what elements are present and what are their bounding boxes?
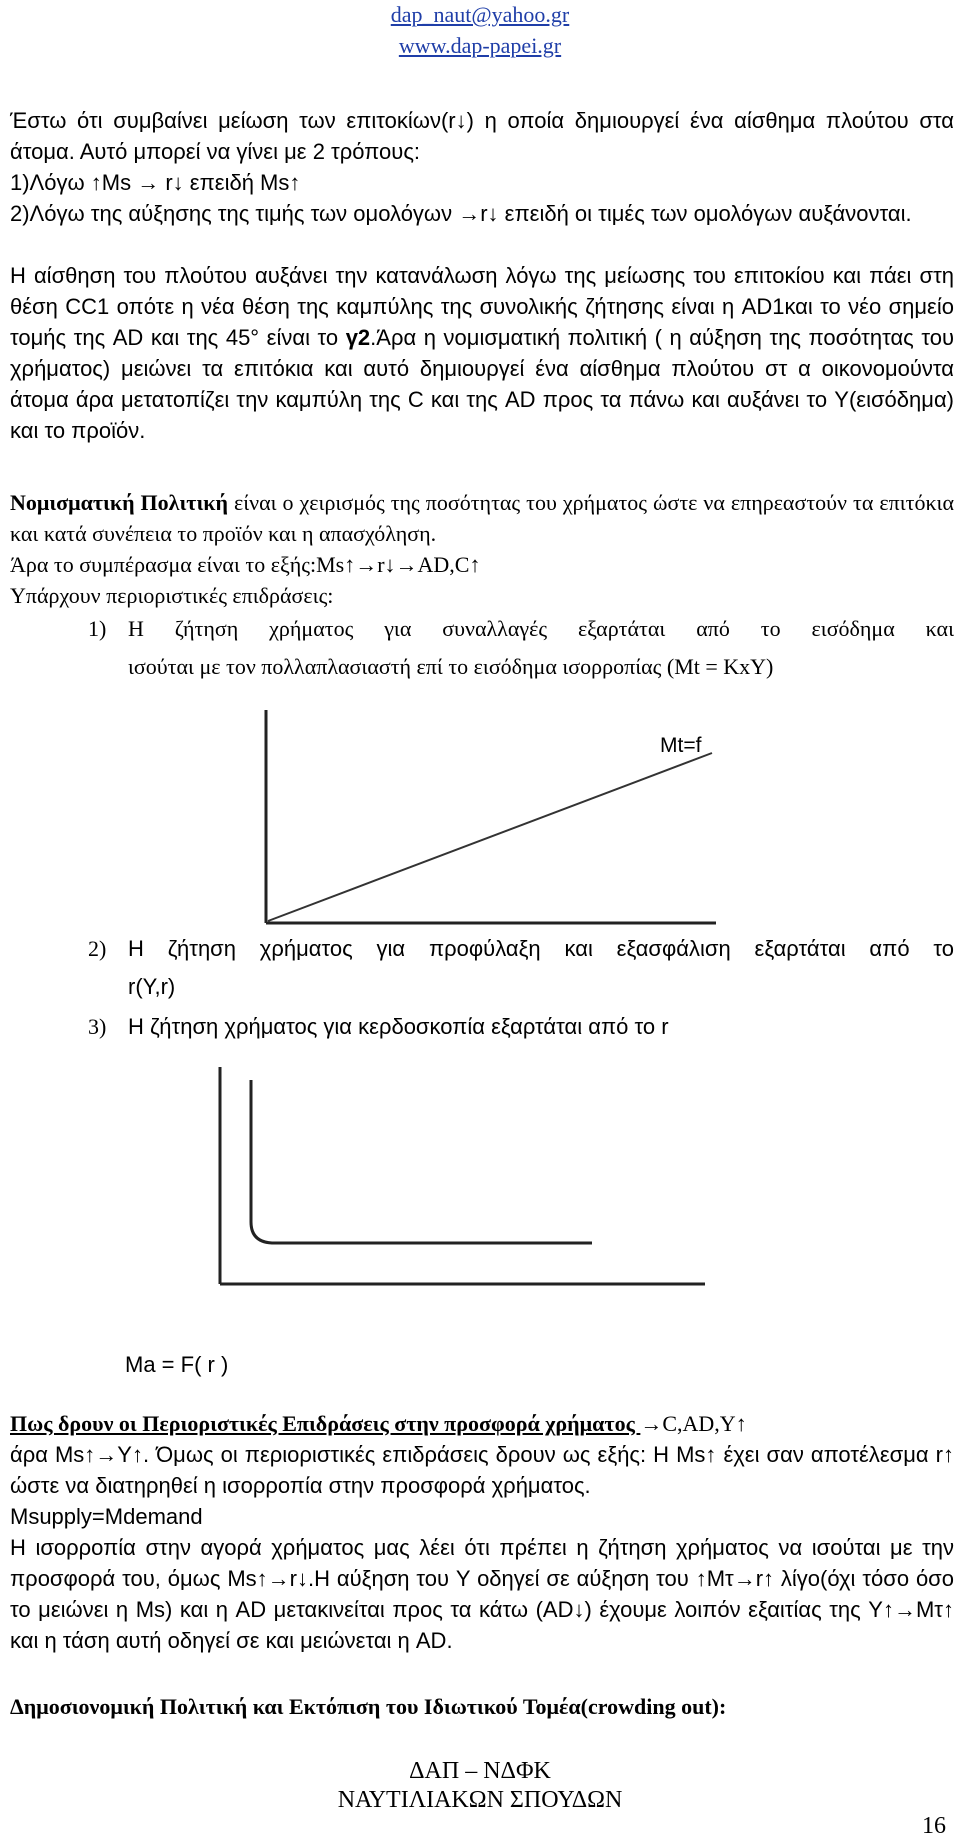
- intro-way-1: 1)Λόγω ↑Ms → r↓ επειδή Ms↑: [10, 170, 301, 195]
- intro-way-2: 2)Λόγω της αύξησης της τιμής των ομολόγων →r↓ επειδή οι τιμές των ομολόγων αυξάνονται.: [10, 201, 912, 226]
- list-item-1-line-2: ισούται με τον πολλαπλασιαστή επί το εισόδημα ισορροπίας (Mt = KxY): [128, 654, 774, 679]
- list-item-2-line-2: r(Y,r): [128, 974, 176, 999]
- restrictive-effects-paragraph: άρα Ms↑→Y↑. Όμως οι περιοριστικές επιδράσεις δρουν ως εξής: Η Ms↑ έχει σαν αποτέλεσμα r↑ ώστε να διατηρηθεί η ισορροπία στην προσφορά χρήματος.: [10, 1442, 954, 1498]
- monetary-policy-term: Νομισματική Πολιτική: [10, 490, 228, 515]
- restrictive-heading-text: Πως δρουν οι Περιοριστικές Επιδράσεις στην προσφορά χρήματος: [10, 1411, 641, 1436]
- monetary-conclusion: Άρα το συμπέρασμα είναι το εξής:Ms↑→r↓→AD,C↑: [10, 552, 481, 577]
- fiscal-policy-heading: Δημοσιονομική Πολιτική και Εκτόπιση του Ιδιωτικού Τομέα(crowding out):: [10, 1694, 727, 1719]
- money-equilibrium-equation: Msupply=Mdemand: [10, 1504, 203, 1529]
- footer-organization: ΔΑΠ – ΝΔΦΚ: [409, 1758, 551, 1784]
- restrictive-effects-intro: Υπάρχουν περιοριστικές επιδράσεις:: [10, 583, 334, 608]
- monetary-policy-definition-text: είναι ο χειρισμός της ποσότητας του χρήματος ώστε να επηρεαστούν τα επιτόκια και κατά συνέπεια το προϊόν και η απασχόληση.: [10, 490, 954, 546]
- list-item-3-line-1: Η ζήτηση χρήματος για κερδοσκοπία εξαρτάται από το r: [128, 1014, 669, 1039]
- wealth-effect-text-b: .Άρα η νομισματική πολιτική ( η αύξηση της ποσότητας του χρήματος) μειώνει τα επιτόκια και αυτό δημιουργεί ένα αίσθημα πλούτου στ α οικονομούντα άτομα άρα μετατοπίζει την καμπύλη της C και της AD προς τα πάνω και αυξάνει το Y(εισόδημα) και το προϊόν.: [10, 325, 954, 443]
- list-item-3-number: 3): [88, 1014, 107, 1039]
- list-item-1-line-1: Η ζήτηση χρήματος για συναλλαγές εξαρτάται από το εισόδημα και: [128, 616, 954, 641]
- chart1-label: Mt=f: [660, 734, 702, 757]
- monetary-policy-definition: [10, 487, 954, 549]
- restrictive-effects-heading: [10, 1408, 954, 1439]
- footer-department: ΝΑΥΤΙΛΙΑΚΩΝ ΣΠΟΥΔΩΝ: [337, 1787, 623, 1813]
- list-item-1-number: 1): [88, 616, 107, 641]
- header-website[interactable]: www.dap-papei.gr: [398, 33, 562, 58]
- chart2-demand-curve: [251, 1080, 592, 1243]
- point-gamma2: γ2: [345, 325, 371, 350]
- speculative-demand-chart: [220, 1062, 720, 1292]
- header-email[interactable]: dap_naut@yahoo.gr: [390, 2, 570, 27]
- wealth-effect-text-a: Η αίσθηση του πλούτου αυξάνει την κατανάλωση λόγω της μείωσης του επιτοκίου και πάει στη θέση CC1 οπότε η νέα θέση της καμπύλης της συνολικής ζήτησης είναι η AD1και το νέο σημείο τομής της AD και της 45° είναι το: [10, 263, 954, 350]
- list-item-2-line-1: Η ζήτηση χρήματος για προφύλαξη και εξασφάλιση εξαρτάται από το: [128, 936, 954, 961]
- list-item-2-number: 2): [88, 936, 107, 961]
- chart1-demand-line: [268, 753, 712, 921]
- restrictive-heading-tail: →C,AD,Y↑: [640, 1411, 747, 1436]
- money-market-equilibrium-paragraph: Η ισορροπία στην αγορά χρήματος μας λέει ότι πρέπει η ζήτηση χρήματος να ισούται με την προσφορά του, όμως Ms↑→r↓.Η αύξηση του Y οδηγεί σε αύξηση του ↑Mτ→r↑ λίγο(όχι τόσο όσο το μειώνει η Ms) και η AD μετακινείται προς τα κάτω (AD↓) έχουμε λοιπόν εξαιτίας της Y↑→Mτ↑ και η τάση αυτή οδηγεί σε και μειώνεται η AD.: [10, 1535, 954, 1653]
- wealth-effect-paragraph: [10, 260, 954, 446]
- intro-paragraph: Έστω ότι συμβαίνει μείωση των επιτοκίων(r↓) η οποία δημιουργεί ένα αίσθημα πλούτου στα άτομα. Αυτό μπορεί να γίνει με 2 τρόπους:: [10, 108, 954, 164]
- page-number: 16: [922, 1813, 946, 1839]
- chart2-label: Ma = F( r ): [125, 1352, 229, 1377]
